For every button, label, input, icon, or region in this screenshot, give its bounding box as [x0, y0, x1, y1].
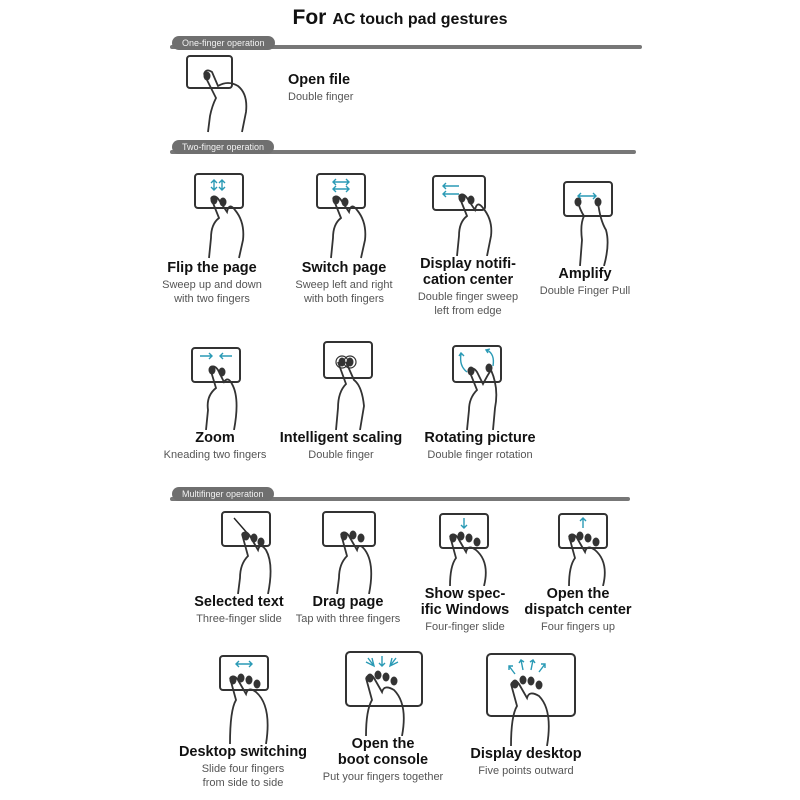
title-prefix: For — [292, 6, 327, 29]
gesture-show-specific-windows — [412, 512, 518, 634]
five-finger-spread-icon — [471, 650, 581, 746]
five-finger-pinch-icon — [328, 648, 438, 736]
gesture-zoom — [156, 346, 274, 462]
edge-swipe-icon — [423, 172, 513, 256]
intelligent-scaling-label: Intelligent scaling — [279, 430, 403, 446]
switch-page-desc: Sweep left and right with both fingers — [295, 279, 393, 305]
display-desktop-desc: Five points outward — [478, 765, 574, 777]
drag-page-label: Drag page — [312, 594, 384, 610]
intelligent-scaling-desc: Double finger — [308, 449, 374, 461]
title-text: AC touch pad gestures — [332, 11, 508, 28]
two-finger-pinch-icon — [170, 346, 260, 430]
selected-text-desc: Three-finger slide — [196, 613, 282, 625]
two-finger-double-tap-icon — [296, 340, 386, 430]
desktop-switching-desc: Slide four fingers from side to side — [201, 763, 285, 789]
gesture-boot-console — [312, 648, 454, 784]
section-tab-one-finger: One-finger operation — [172, 36, 275, 50]
dispatch-center-desc: Four fingers up — [541, 621, 615, 633]
three-finger-tap-icon — [303, 510, 393, 594]
three-finger-slide-icon — [194, 510, 284, 594]
open-file-label: Open file — [288, 72, 351, 88]
gesture-rotating-picture — [418, 344, 542, 462]
open-file-desc: Double finger — [288, 91, 354, 103]
show-specific-windows-desc: Four-finger slide — [425, 621, 505, 633]
gesture-desktop-switching — [172, 654, 314, 790]
gesture-open-file — [182, 54, 442, 134]
boot-console-desc: Put your fingers together — [322, 771, 444, 783]
flip-page-label: Flip the page — [167, 260, 257, 276]
dispatch-center-label: Open the dispatch center — [524, 586, 632, 618]
gesture-drag-page — [290, 510, 406, 626]
page-title — [0, 6, 800, 30]
two-finger-spread-icon — [540, 180, 630, 266]
section-tab-multifinger: Multifinger operation — [172, 487, 274, 501]
selected-text-label: Selected text — [194, 594, 284, 610]
display-desktop-label: Display desktop — [470, 746, 582, 762]
desktop-switching-label: Desktop switching — [178, 744, 308, 760]
flip-page-desc: Sweep up and down with two fingers — [162, 279, 262, 305]
amplify-label: Amplify — [558, 266, 612, 282]
four-finger-down-icon — [420, 512, 510, 586]
gesture-flip-page — [158, 172, 266, 306]
zoom-label: Zoom — [195, 430, 235, 446]
two-finger-vertical-swipe-icon — [167, 172, 257, 260]
boot-console-label: Open the boot console — [337, 736, 429, 768]
gesture-switch-page — [288, 172, 400, 306]
drag-page-desc: Tap with three fingers — [295, 613, 401, 625]
gesture-display-desktop — [460, 650, 592, 778]
rotating-picture-desc: Double finger rotation — [427, 449, 533, 461]
switch-page-label: Switch page — [301, 260, 387, 276]
gesture-notification-center — [410, 172, 526, 318]
two-finger-rotate-icon — [435, 344, 525, 430]
gesture-amplify — [530, 180, 640, 298]
gesture-selected-text — [182, 510, 296, 626]
rotating-picture-label: Rotating picture — [424, 430, 536, 446]
notification-center-label: Display notifi- cation center — [420, 256, 516, 288]
zoom-desc: Kneading two fingers — [163, 449, 267, 461]
section-tab-two-finger: Two-finger operation — [172, 140, 274, 154]
gesture-dispatch-center — [516, 512, 640, 634]
two-finger-horizontal-swipe-icon — [299, 172, 389, 260]
notification-center-desc: Double finger sweep left from edge — [417, 291, 519, 317]
show-specific-windows-label: Show spec- ific Windows — [420, 586, 510, 618]
gesture-intelligent-scaling — [276, 340, 406, 462]
four-finger-up-icon — [533, 512, 623, 586]
four-finger-horizontal-swipe-icon — [198, 654, 288, 744]
amplify-desc: Double Finger Pull — [539, 285, 631, 297]
one-finger-tap-icon — [182, 54, 262, 134]
